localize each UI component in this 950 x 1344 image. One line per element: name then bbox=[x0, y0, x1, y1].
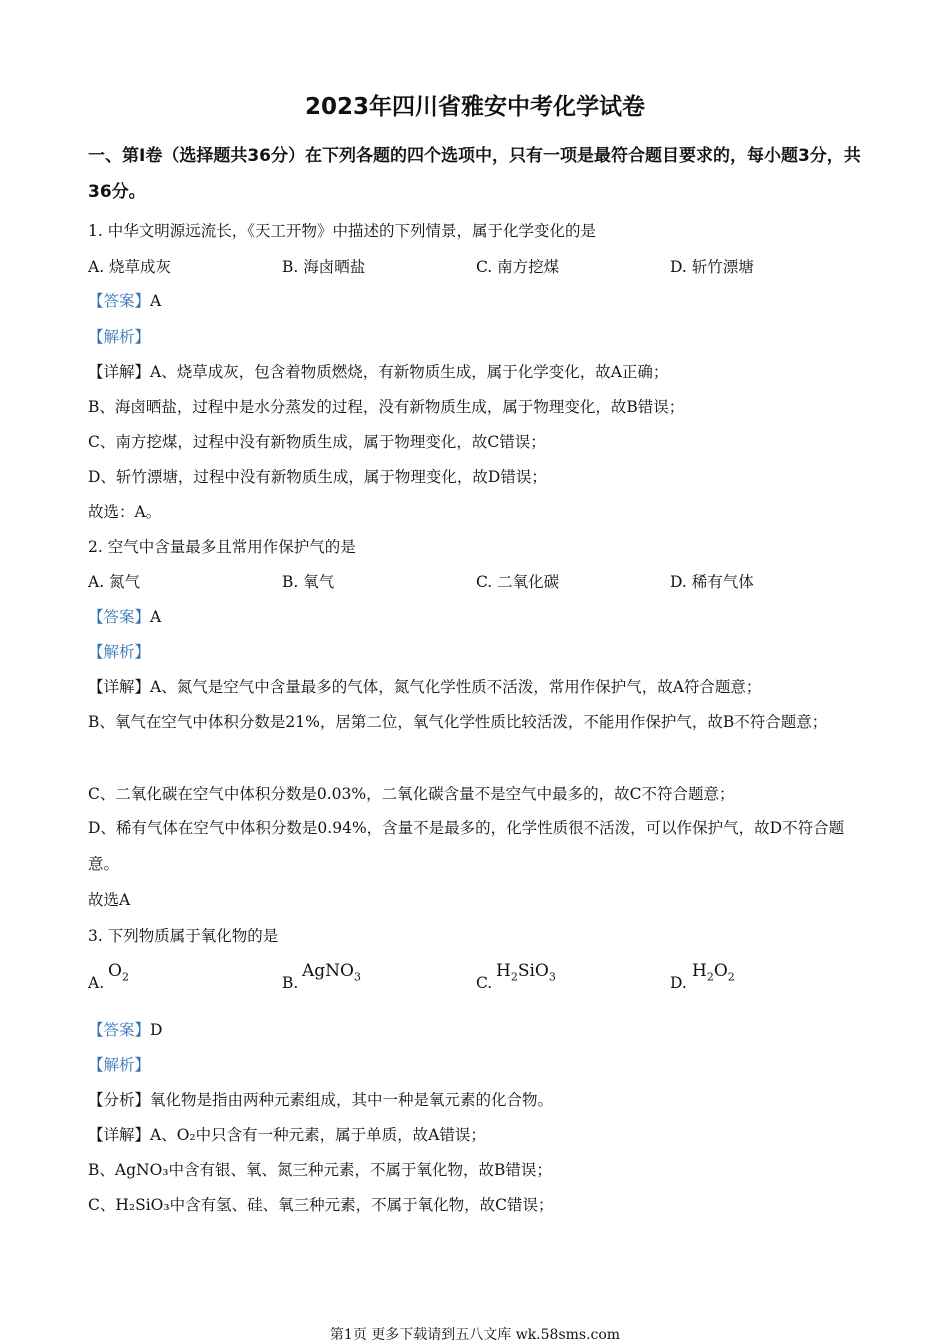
q2-conclusion: 故选A bbox=[88, 891, 131, 909]
q3-detail-3: C、H₂SiO₃中含有氢、硅、氧三种元素，不属于氧化物，故C错误； bbox=[88, 1196, 554, 1214]
q2-detail-4: D、稀有气体在空气中体积分数是0.94%，含量不是最多的，化学性质很不活泼，可以作保护气，故D不符合题意。 bbox=[88, 819, 845, 873]
q2-option-a: A. 氮气 bbox=[88, 573, 141, 591]
q2-detail-1 bbox=[88, 676, 868, 698]
q1-analysis-tag: 【解析】 bbox=[88, 328, 151, 346]
q3-fenxi bbox=[88, 1089, 868, 1111]
q1-detail-2: B、海卤晒盐，过程中是水分蒸发的过程，没有新物质生成，属于物理变化，故B错误； bbox=[88, 398, 685, 416]
q3-option-d-formula: $H_2O_2$ bbox=[692, 961, 735, 984]
q2-option-c: C. 二氧化碳 bbox=[476, 573, 560, 591]
q2-option-d: D. 稀有气体 bbox=[670, 573, 754, 591]
q1-detail-3: C、南方挖煤，过程中没有新物质生成，属于物理变化，故C错误； bbox=[88, 433, 546, 451]
q2-answer bbox=[88, 606, 868, 628]
q3-option-a-formula: $O_2$ bbox=[108, 961, 129, 984]
answer-tag: 【答案】 bbox=[88, 292, 151, 310]
q3-option-b-formula: AgNO$_3$ bbox=[302, 961, 361, 984]
q2-analysis-tag: 【解析】 bbox=[88, 643, 151, 661]
answer-value: A bbox=[150, 608, 162, 626]
q3-option-c-formula: $H_2SiO_3$ bbox=[496, 961, 556, 984]
detail-tag: 【详解】 bbox=[88, 678, 151, 696]
q2-option-b: B. 氧气 bbox=[282, 573, 335, 591]
q3-answer bbox=[88, 1019, 868, 1041]
answer-tag: 【答案】 bbox=[88, 608, 151, 626]
q1-conclusion: 故选：A。 bbox=[88, 503, 162, 521]
q2-detail-3: C、二氧化碳在空气中体积分数是0.03%，二氧化碳含量不是空气中最多的，故C不符合题意； bbox=[88, 785, 735, 803]
q1-detail-4: D、斩竹漂塘，过程中没有新物质生成，属于物理变化，故D错误； bbox=[88, 468, 547, 486]
fenxi-text: 氧化物是指由两种元素组成，其中一种是氧元素的化合物。 bbox=[150, 1091, 554, 1109]
detail-text: A、氮气是空气中含量最多的气体，氮气化学性质不活泼，常用作保护气，故A符合题意； bbox=[150, 678, 762, 696]
page-title: 2023年四川省雅安中考化学试卷 bbox=[304, 94, 645, 120]
q3-option-b-letter: B. bbox=[282, 974, 299, 992]
q3-analysis-tag: 【解析】 bbox=[88, 1056, 151, 1074]
q1-option-b: B. 海卤晒盐 bbox=[282, 258, 366, 276]
q1-option-a: A. 烧草成灰 bbox=[88, 258, 172, 276]
q3-option-d-letter: D. bbox=[670, 974, 687, 992]
q3-detail-1 bbox=[88, 1124, 868, 1146]
answer-value: D bbox=[150, 1021, 163, 1039]
q2-detail-2: B、氧气在空气中体积分数是21%，居第二位，氧气化学性质比较活泼，不能用作保护气，故B不符合题意； bbox=[88, 713, 828, 731]
answer-tag: 【答案】 bbox=[88, 1021, 151, 1039]
q3-option-c-letter: C. bbox=[476, 974, 493, 992]
q1-detail-1 bbox=[88, 361, 868, 383]
detail-tag: 【详解】 bbox=[88, 1126, 151, 1144]
section-heading: 一、第Ⅰ卷（选择题共36分）在下列各题的四个选项中，只有一项是最符合题目要求的，每小题3分，共36分。 bbox=[88, 146, 861, 202]
q1-option-d: D. 斩竹漂塘 bbox=[670, 258, 754, 276]
page-footer: 第1页 更多下载请到五八文库 wk.58sms.com bbox=[329, 1327, 621, 1343]
detail-text: A、O₂中只含有一种元素，属于单质，故A错误； bbox=[150, 1126, 486, 1144]
answer-value: A bbox=[150, 292, 162, 310]
question-2-stem: 2. 空气中含量最多且常用作保护气的是 bbox=[88, 538, 356, 556]
q1-answer bbox=[88, 290, 868, 312]
fenxi-tag: 【分析】 bbox=[88, 1091, 151, 1109]
detail-tag: 【详解】 bbox=[88, 363, 151, 381]
q3-detail-2: B、AgNO₃中含有银、氧、氮三种元素，不属于氧化物，故B错误； bbox=[88, 1161, 552, 1179]
q3-option-a-letter: A. bbox=[88, 974, 105, 992]
question-3-stem: 3. 下列物质属于氧化物的是 bbox=[88, 927, 279, 945]
q1-option-c: C. 南方挖煤 bbox=[476, 258, 560, 276]
detail-text: A、烧草成灰，包含着物质燃烧，有新物质生成，属于化学变化，故A正确； bbox=[150, 363, 669, 381]
question-1-stem: 1. 中华文明源远流长，《天工开物》中描述的下列情景，属于化学变化的是 bbox=[88, 222, 596, 240]
